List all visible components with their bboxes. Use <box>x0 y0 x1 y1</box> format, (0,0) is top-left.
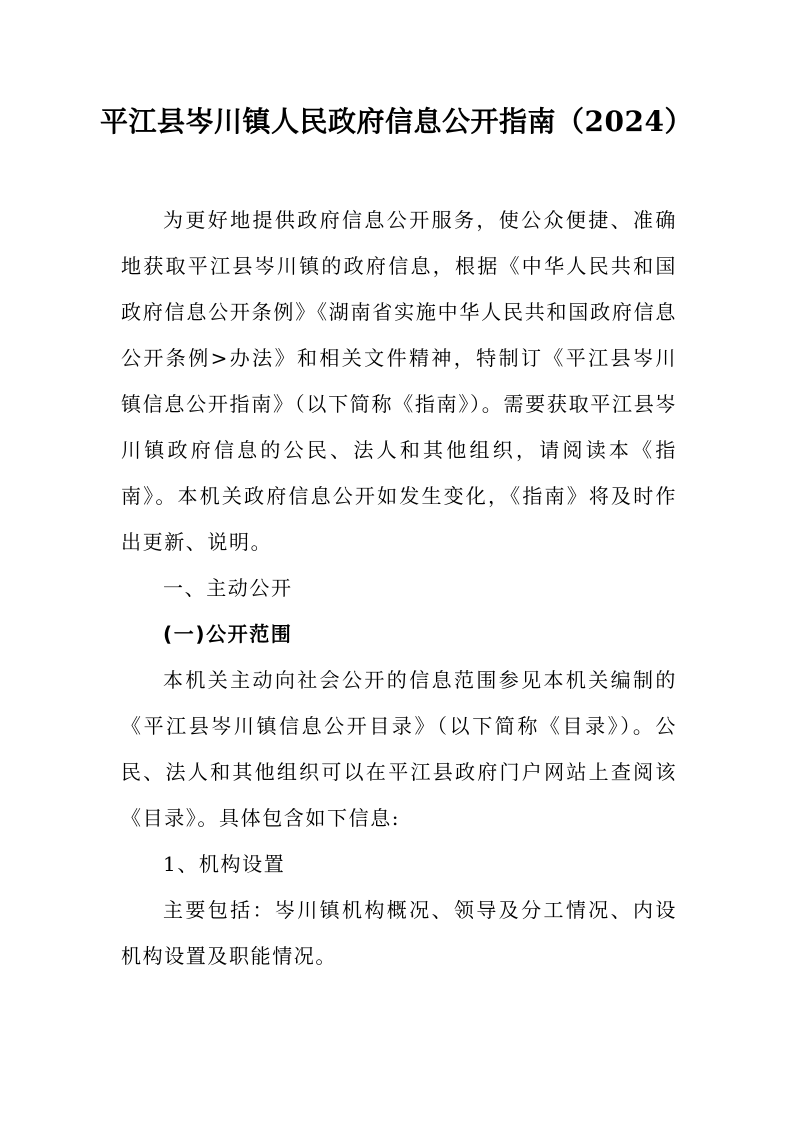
item-content-organization: 主要包括：岑川镇机构概况、领导及分工情况、内设机构设置及职能情况。 <box>121 898 677 968</box>
subsection-heading-scope: (一)公开范围 <box>163 622 293 646</box>
section-heading-active-disclosure: 一、主动公开 <box>163 576 293 600</box>
scope-paragraph: 本机关主动向社会公开的信息范围参见本机关编制的《平江县岑川镇信息公开目录》（以下简称《目录》）。公民、法人和其他组织可以在平江县政府门户网站上查阅该《目录》。具体包含如下信息: <box>121 668 677 830</box>
document-title: 平江县岑川镇人民政府信息公开指南（2024） <box>100 105 693 138</box>
item-heading-organization: 1、机构设置 <box>163 852 286 876</box>
intro-paragraph: 为更好地提供政府信息公开服务，使公众便捷、准确地获取平江县岑川镇的政府信息，根据《中华人民共和国政府信息公开条例》《湖南省实施中华人民共和国政府信息公开条例>办法》和相关文件精神，特制订《平江县岑川镇信息公开指南》（以下简称《指南》）。需要获取平江县岑川镇政府信息的公民、法人和其他组织，请阅读本《指南》。本机关政府信息公开如发生变化，《指南》将及时作出更新、说明。 <box>121 208 677 554</box>
document-body <box>121 197 677 979</box>
